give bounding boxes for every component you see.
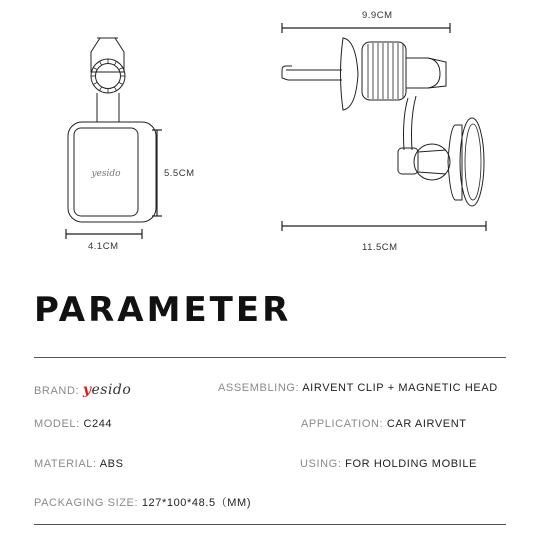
- param-using: [300, 458, 477, 470]
- brand-logo-y: y: [82, 382, 92, 398]
- front-view-logo: yesido: [91, 169, 121, 179]
- front-dim-height-line: [152, 130, 162, 216]
- packaging-size-value: 127*100*48.5（MM): [141, 497, 252, 509]
- brand-label: BRAND:: [34, 385, 80, 397]
- front-view-drawing: [68, 38, 156, 222]
- divider-bottom: [34, 524, 506, 525]
- model-value: C244: [83, 418, 113, 430]
- divider-top: [34, 357, 506, 358]
- material-label: MATERIAL:: [34, 458, 97, 470]
- assembling-label: ASSEMBLING:: [218, 382, 300, 394]
- using-label: USING:: [300, 458, 342, 470]
- page-title: PARAMETER: [34, 290, 292, 330]
- brand-logo-rest: esido: [91, 382, 132, 398]
- side-dim-bottom-line: [282, 221, 486, 231]
- brand-logo: [83, 382, 131, 398]
- front-height-label: 5.5CM: [164, 168, 195, 179]
- param-brand: [34, 382, 131, 398]
- side-top-width-label: 9.9CM: [362, 10, 393, 21]
- model-label: MODEL:: [34, 418, 80, 430]
- front-dim-width-line: [66, 229, 142, 239]
- side-dim-top-line: [282, 23, 450, 33]
- side-view-drawing: [282, 38, 484, 206]
- front-width-label: 4.1CM: [88, 241, 119, 252]
- param-application: [301, 418, 467, 430]
- param-model: [34, 418, 112, 430]
- application-value: CAR AIRVENT: [386, 418, 467, 430]
- param-packaging-size: [34, 494, 251, 510]
- param-assembling: [218, 382, 498, 394]
- application-label: APPLICATION:: [301, 418, 384, 430]
- using-value: FOR HOLDING MOBILE: [345, 458, 477, 470]
- side-bottom-width-label: 11.5CM: [362, 242, 398, 253]
- param-material: [34, 458, 124, 470]
- material-value: ABS: [99, 458, 124, 470]
- assembling-value: AIRVENT CLIP + MAGNETIC HEAD: [302, 382, 498, 394]
- packaging-size-label: PACKAGING SIZE:: [34, 497, 139, 509]
